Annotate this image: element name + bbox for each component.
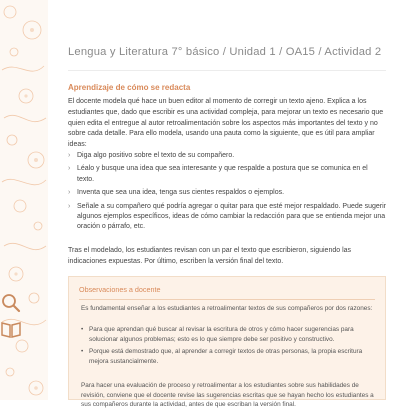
list-item	[68, 188, 386, 198]
note-intro: Es fundamental enseñar a los estudiantes a retroalimentar textos de sus compañeros por dos razones:	[81, 305, 373, 312]
chevron-right-icon: ›	[68, 165, 71, 173]
intro-paragraph: El docente modela qué hace un buen editor al momento de corregir un texto ajeno. Explica a los estudiantes que, dado que escribir es una actividad compleja, para mejorar un texto es necesario que quien edita el entregue al autor retroalimentación sobre los aspectos más importantes del texto y no sobre cada detalle. Para ello modela, usando una pauta como la siguiente, que es útil para ampliar ideas:	[68, 98, 384, 149]
section-heading: Aprendizaje de cómo se redacta	[68, 83, 191, 92]
followup-paragraph: Tras el modelado, los estudiantes revisan con un par el texto que escribieron, siguiendo las indicaciones expuestas. Por último, escriben la versión final del texto.	[68, 247, 352, 265]
bullet-icon: •	[81, 326, 84, 333]
list-item-text: Porque está demostrado que, al aprender a corregir textos de otras personas, la propia escritura mejora sustancialmente.	[89, 348, 363, 365]
chevron-right-icon: ›	[68, 152, 71, 159]
list-item-text: Señale a su compañero qué podría agregar o quitar para que esté mejor respaldado. Puede sugerir algunos ejemplos específicos, ideas de cómo cambiar la redacción para que se entienda mejor una oración o párrafo, etc.	[77, 202, 386, 231]
list-item	[68, 202, 386, 233]
book-icon	[0, 318, 22, 340]
guideline-list	[68, 151, 386, 236]
note-closing: Para hacer una evaluación de proceso y retroalimentar a los estudiantes sobre sus habilidades de revisión, conviene que el docente revise las sugerencias escritas que se hayan hecho los estudiantes a sus compañeros durante la actividad, antes de que escriban la versión final.	[81, 382, 374, 409]
bullet-icon: •	[81, 348, 84, 356]
list-item	[81, 347, 377, 366]
floral-pattern	[0, 0, 48, 400]
note-list	[81, 325, 377, 369]
note-title: Observaciones a docente	[79, 285, 161, 294]
magnifier-icon	[0, 292, 22, 314]
list-item-text: Inventa que sea una idea, tenga sus cientes respaldos o ejemplos.	[77, 189, 285, 197]
list-item-text: Léalo y busque una idea que sea interesante y que respalde a postura que se comunica en el texto.	[77, 165, 368, 183]
note-divider	[79, 299, 375, 300]
list-item	[68, 151, 386, 161]
list-item	[68, 164, 386, 185]
teacher-note-box	[68, 276, 386, 409]
chevron-right-icon: ›	[68, 189, 71, 197]
chevron-right-icon: ›	[68, 202, 71, 210]
decorative-sidebar	[0, 0, 48, 400]
list-item-text: Para que aprendan qué buscar al revisar la escritura de otros y cómo hacer sugerencias para solucionar algunos problemas; esto es lo que siempre debe ser positivo y constructivo.	[89, 326, 354, 343]
list-item	[81, 325, 377, 344]
header-divider	[68, 70, 386, 71]
page-title: Lengua y Literatura 7° básico / Unidad 1 / OA15 / Actividad 2	[68, 46, 382, 58]
list-item-text: Diga algo positivo sobre el texto de su compañero.	[77, 152, 235, 159]
